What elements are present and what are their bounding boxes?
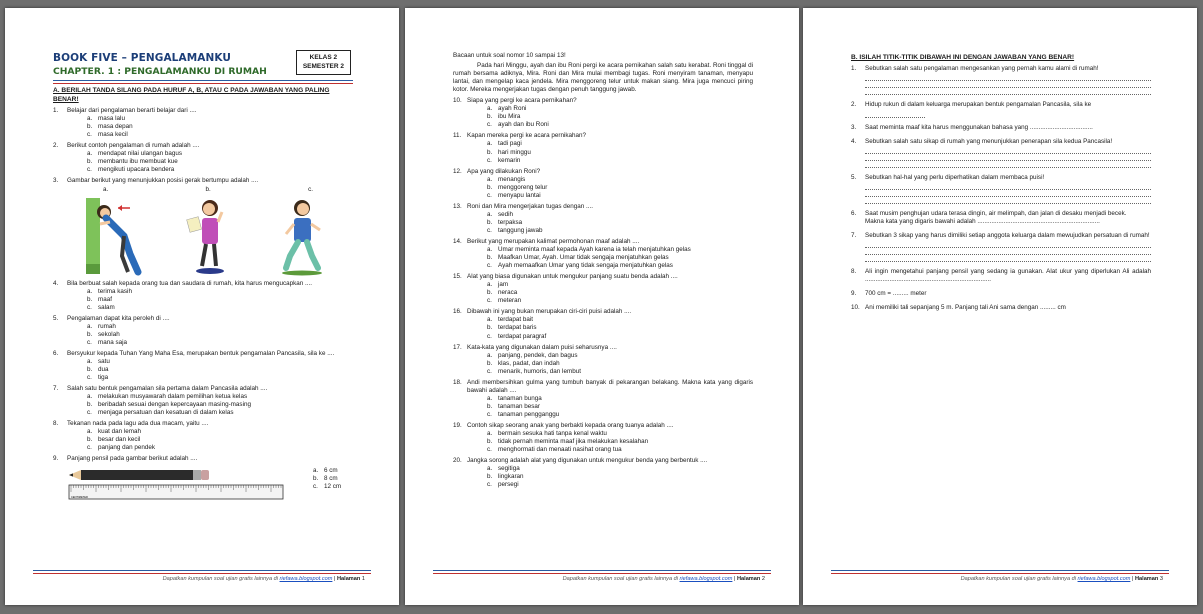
document-page-3 xyxy=(803,8,1197,605)
class-badge: KELAS 2 SEMESTER 2 xyxy=(296,50,351,75)
essay-question-10: 10. Ani memiliki tali sepanjang 5 m. Panjang tali Ani sama dengan ......... cm xyxy=(851,303,1066,311)
essay-question-9: 9. 700 cm = ......... meter xyxy=(851,289,927,297)
question-19: 19. Contoh sikap seorang anak yang berbakti kepada orang tuanya adalah .... a. bermain sesuka hati tanpa kenal waktu b. tidak pernah meminta maaf jika melakukan kesalahan c. menghormati dan menaati nasihat orang tua xyxy=(453,421,674,454)
question-4: 4. Bila berbuat salah kepada orang tua dan saudara di rumah, kita harus mengucapkan .... a. terima kasih b. maaf c. salam xyxy=(53,279,313,311)
pencil-ruler-illustration xyxy=(67,467,287,503)
section-b-heading: B. ISILAH TITIK-TITIK DIBAWAH INI DENGAN JAWABAN YANG BENAR! xyxy=(851,54,1075,61)
page-number: 2 xyxy=(761,575,765,582)
question-11: 11. Kapan mereka pergi ke acara pernikahan? a. tadi pagi b. hari minggu c. kemarin xyxy=(453,132,587,164)
essay-question-5: 5. Sebutkan hal-hal yang perlu diperhatikan dalam membaca puisi! xyxy=(851,174,1151,204)
question-8: 8. Tekanan nada pada lagu ada dua macam, yaitu .... a. kuat dan lemah b. besar dan kecil c. panjang dan pendek xyxy=(53,420,209,452)
essay-question-8: 8. Ali ingin mengetahui panjang pensil yang sedang ia gunakan. Alat ukur yang diperlukan Ali adalah ........................................................................ xyxy=(851,267,1151,283)
question-14: 14. Berikut yang merupakan kalimat permohonan maaf adalah .... a. Umar meminta maaf kepada Ayah karena ia telah menjatuhkan gelas b. Maafkan Umar, Ayah. Umar tidak sengaja menjatuhkan gelas c. Ayah memaafkan Umar yang tidak sengaja menjatuhkan gelas xyxy=(453,237,691,270)
question-6: 6. Bersyukur kepada Tuhan Yang Maha Esa, merupakan bentuk pengamalan Pancasila, sila ke .... a. satu b. dua c. tiga xyxy=(53,349,335,382)
page-footer: Dapatkan kumpulan soal ujian gratis lainnya di riefawa.blogspot.com | Halaman 1 xyxy=(33,570,371,583)
section-a-heading: A. BERILAH TANDA SILANG PADA HURUF A, B, ATAU C PADA JAWABAN YANG PALING BENAR! xyxy=(53,87,330,103)
document-page-2 xyxy=(405,8,799,605)
reading-passage: Pada hari Minggu, ayah dan ibu Roni pergi ke acara pernikahan salah satu kerabat. Roni tinggal di rumah bersama adiknya, Mira. Roni dan Mira mulai membagi tugas. Roni menyiram tanaman, menyapu lantai, dan mengelap kaca jendela. Mira menggoreng telur untuk makan siang. Mira juga mencuci piring kotor. Mereka mengerjakan tugas dengan penuh tanggung jawab. xyxy=(453,62,753,94)
essay-question-7: 7. Sebutkan 3 sikap yang harus dimiliki setiap anggota keluarga dalam mewujudkan persatuan di rumah! xyxy=(851,232,1151,262)
question-9-options: a. 6 cm b. 8 cm c. 12 cm xyxy=(313,466,342,490)
essay-question-1: 1. Sebutkan salah satu pengalaman mengesankan yang pernah kamu alami di rumah! xyxy=(851,65,1151,95)
essay-question-3: 3. Saat meminta maaf kita harus menggunakan bahasa yang .................................... xyxy=(851,123,1093,131)
essay-question-2: 2. Hidup rukun di dalam keluarga merupakan bentuk pengamalan Pancasila, sila ke xyxy=(851,101,1151,117)
document-page-1 xyxy=(5,8,399,605)
read-paper-illustration xyxy=(178,194,238,276)
question-1: 1. Belajar dari pengalaman berarti belajar dari .... a. masa lalu b. masa depan c. masa kecil xyxy=(53,107,197,139)
header-rule xyxy=(53,80,353,84)
question-5: 5. Pengalaman dapat kita peroleh di .... a. rumah b. sekolah c. mana saja xyxy=(53,314,170,346)
blog-link[interactable]: riefawa.blogspot.com xyxy=(679,575,733,582)
question-10: 10. Siapa yang pergi ke acara pernikahan? a. ayah Roni b. ibu Mira c. ayah dan ibu Roni xyxy=(453,97,577,129)
page-footer: Dapatkan kumpulan soal ujian gratis lainnya di riefawa.blogspot.com | Halaman 2 xyxy=(433,570,771,583)
question-3: 3. Gambar berikut yang menunjukkan posisi gerak bertumpu adalah .... a. b. c. xyxy=(53,177,313,193)
page-footer: Dapatkan kumpulan soal ujian gratis lainnya di riefawa.blogspot.com | Halaman 3 xyxy=(831,570,1169,583)
question-9: 9. Panjang pensil pada gambar berikut adalah .... xyxy=(53,455,198,463)
question-13: 13. Roni dan Mira mengerjakan tugas dengan .... a. sedih b. terpaksa c. tanggung jawab xyxy=(453,202,594,234)
chapter-title: CHAPTER. 1 : PENGALAMANKU DI RUMAH xyxy=(53,66,267,78)
essay-question-6: 6. Saat musim penghujan udara terasa dingin, air melimpah, dan jalan di desaku menjadi becek. Makna kata yang digaris bawahi adalah ...................................................................... xyxy=(851,209,1127,225)
page-number: 1 xyxy=(361,575,365,582)
walk-illustration xyxy=(272,194,332,276)
page-number: 3 xyxy=(1159,575,1163,582)
question-20: 20. Jangka sorong adalah alat yang digunakan untuk mengukur benda yang berbentuk .... a. segitiga b. lingkaran c. persegi xyxy=(453,457,708,489)
passage-intro: Bacaan untuk soal nomor 10 sampai 13! xyxy=(453,52,566,59)
essay-question-4: 4. Sebutkan salah satu sikap di rumah yang menunjukkan penerapan sila kedua Pancasila! xyxy=(851,138,1151,168)
blog-link[interactable]: riefawa.blogspot.com xyxy=(279,575,333,582)
question-16: 16. Dibawah ini yang bukan merupakan ciri-ciri puisi adalah .... a. terdapat bait b. terdapat baris c. terdapat paragraf xyxy=(453,308,632,340)
push-wall-illustration xyxy=(84,194,144,276)
question-18: 18. Andi membersihkan gulma yang tumbuh banyak di pekarangan belakang. Makna kata yang digaris bawahi adalah .... a. tanaman bunga b. tanaman besar c. tanaman pengganggu xyxy=(453,378,753,418)
question-2: 2. Berikut contoh pengalaman di rumah adalah .... a. mendapat nilai ulangan bagus b. membantu ibu membuat kue c. mengikuti upacara bendera xyxy=(53,142,200,174)
ruler-label: CENTIMETER xyxy=(71,495,88,499)
blog-link[interactable]: riefawa.blogspot.com xyxy=(1077,575,1131,582)
question-12: 12. Apa yang dilakukan Roni? a. menangis b. menggoreng telur c. menyapu lantai xyxy=(453,167,548,199)
question-7: 7. Salah satu bentuk pengamalan sila pertama dalam Pancasila adalah .... a. melakukan musyawarah dalam pemilihan ketua kelas b. beribadah sesuai dengan kepercayaan masing-masing c. menjaga persatuan dan kesatuan di dalam kelas xyxy=(53,385,268,417)
book-title: BOOK FIVE – PENGALAMANKU xyxy=(53,52,232,64)
movement-pictures xyxy=(67,194,349,276)
question-17: 17. Kata-kata yang digunakan dalam puisi seharusnya .... a. panjang, pendek, dan bagus b. klas, padat, dan indah c. menarik, humoris, dan lembut xyxy=(453,343,617,375)
question-15: 15. Alat yang biasa digunakan untuk mengukur panjang suatu benda adalah .... a. jam b. neraca c. meteran xyxy=(453,273,678,305)
